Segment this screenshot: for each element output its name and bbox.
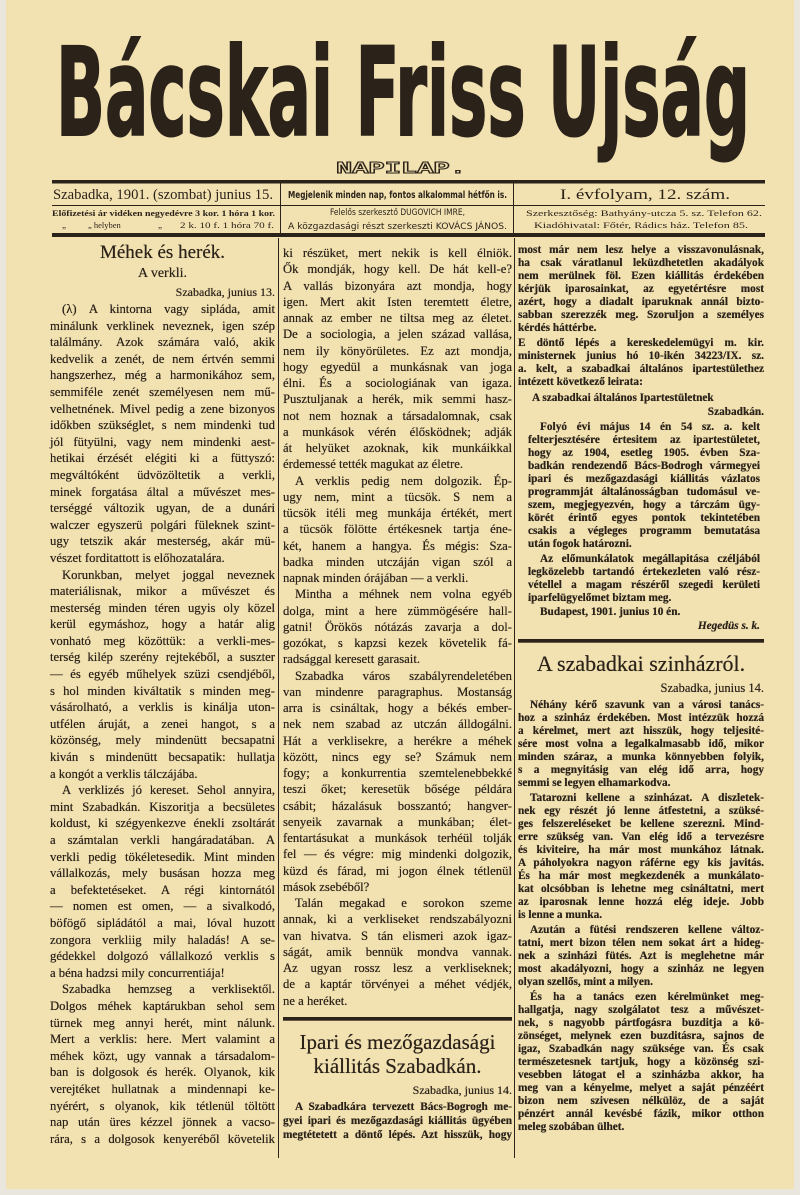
- text-line: kérdés háttérbe.: [518, 322, 597, 334]
- text-line: gyei ipari és mezőgazdasági kiállitás ügyében: [283, 1114, 512, 1127]
- text-line: megváltóként üdvözöltetik a verkli,: [50, 467, 275, 482]
- text-line: hetikai érzését elégiti ki a füttyszó:: [50, 451, 275, 466]
- text-line: hogy az 1904, esetleg 1905. évben Sza-: [528, 447, 760, 459]
- text-line: Folyó évi május 14 én 54 sz. a. kelt: [540, 421, 760, 433]
- subscription-price: Előfizetési ár vidéken negyedévre 3 kor. 1 hóra 1 kor.: [52, 208, 275, 218]
- article-title: A szabadkai szinházról.: [536, 651, 746, 676]
- publication-frequency: Megjelenik minden nap, fontos alkalommal hétfőn is.: [288, 190, 589, 201]
- text-line: De a sociologia, a jelen század vallása,: [283, 327, 512, 342]
- text-line: kat olcsóbban is lehetne meg csináltatni, mert: [518, 883, 764, 895]
- text-line: fel — és végre: mig mindenki dolgozik,: [283, 847, 512, 862]
- newspaper-subtitle: NAPILAP.: [336, 160, 466, 179]
- text-line: azért, hogy a diadalt iparuknak annál bizto-: [518, 296, 764, 308]
- text-line: kerül egymáshoz, hogy a határ alig: [50, 617, 275, 632]
- article-title: Ipari és mezőgazdasági: [299, 1029, 496, 1054]
- text-line: jól fütyülni, vagy nem mindenki aest-: [50, 434, 275, 449]
- text-line: szem, megjegyezvén, hogy a tárczám ügy-: [528, 499, 760, 511]
- text-line: két, hanem a hangya. És mégis: Sza-: [283, 538, 512, 553]
- letter-body: [518, 421, 764, 605]
- text-line: is lenne a munka.: [518, 909, 603, 921]
- text-line: vesebben látogat el a szinházba akkor, ha: [518, 1069, 764, 1081]
- text-line: A verklizés jó kereset. Sehol annyira,: [62, 783, 275, 798]
- text-line: meg van a kényelme, melyet a saját pénzéért: [518, 1082, 764, 1094]
- text-line: not nem hoznak a társadalomnak, csak: [283, 408, 512, 423]
- text-line: ministernek junius hó 10-ikén 34223/IX. sz.: [518, 350, 764, 362]
- text-line: minek forgatása által a művészet mes-: [50, 484, 275, 499]
- text-line: ki részüket, mert nekik is kell élniök.: [283, 246, 512, 260]
- text-line: minden száraz, a munka könnyebben folyik,: [518, 751, 764, 763]
- text-line: ban is dolgosok és herék. Olyanok, kik: [50, 1065, 275, 1080]
- article-title: kiállitás Szabadkán.: [313, 1053, 482, 1078]
- text-line: badka minden utczáján vigan szól a: [283, 554, 512, 569]
- text-line: ha csak váratlanul leküzdhetetlen akadályok: [518, 257, 764, 269]
- article-body: [283, 1100, 512, 1142]
- text-line: velhetnének. Mivel pedig a zene bizonyos: [50, 401, 275, 416]
- text-line: s hol minden kiváltatik s minden meg-: [50, 683, 275, 698]
- text-line: gozókat, s kapzsi kezek követelik fá-: [283, 636, 512, 650]
- editor-in-chief: Felelős szerkesztő DUGOVICH IMRE,: [330, 208, 465, 218]
- text-line: hangszerhez, még a harmonikához sem,: [50, 368, 275, 383]
- text-line: walczer egyszerü polgári füleknek szint-: [50, 517, 275, 532]
- paragraph: [518, 792, 764, 922]
- text-line: verkli pedig tökéletesedik. Mint minden: [50, 849, 275, 864]
- text-line: annak az ember ne tiltsa meg az életet.: [283, 311, 512, 325]
- text-line: A vallás bizonyára azt mondja, hogy: [283, 278, 512, 293]
- volume-number: I. évfolyam, 12. szám.: [560, 187, 730, 203]
- text-line: A verklis pedig nem dolgozik. Ép-: [295, 473, 512, 488]
- article-title: Méhek és herék.: [99, 242, 226, 263]
- text-line: dolga, mint a here zümmögésére hall-: [283, 603, 512, 618]
- text-line: Ők mondják, hogy kell. De hát kell-e?: [283, 262, 512, 277]
- header-bottom-rule: [52, 233, 765, 237]
- text-line: olyan szellős, mint a milyen.: [518, 976, 653, 988]
- text-line: erre szükség van. Van elég idő a tervezésre: [518, 831, 764, 843]
- text-line: fogy; a konkurrentia szemtelenebbekké: [283, 766, 512, 780]
- article-dateline: Szabadka, junius 14.: [412, 1082, 512, 1097]
- text-line: Az előmunkálatok megállapitása czéljából: [540, 553, 760, 565]
- text-line: gédekkel dolgozó vállalkozó verklis s: [50, 949, 275, 964]
- text-line: zongora verkliig mily haladás! A se-: [50, 932, 275, 947]
- publishing-office: Kiadóhivatal: Főtér, Rádics ház. Telefon 85.: [534, 220, 748, 230]
- column-2: [283, 245, 512, 1142]
- text-line: legközelebb tartandó értekezleten való rész-: [528, 566, 760, 578]
- text-line: találmány. Azok számára való, akik: [50, 335, 275, 350]
- paragraph: [283, 895, 512, 1009]
- text-line: méhek közt, ugy vannak a társadalom-: [50, 1048, 275, 1063]
- text-line: — és egyéb műhelyek szüzi csendjéből,: [50, 667, 275, 682]
- text-line: Szabadka város szabályrendeletében: [295, 668, 512, 683]
- header-top-rule: [52, 180, 765, 184]
- text-line: terséggé változik ugyan, de a dunári: [50, 501, 275, 516]
- column-3: [518, 244, 764, 1134]
- paragraph: [518, 699, 764, 790]
- header-divider: [513, 183, 514, 233]
- text-line: ugy tetszik akár mesterség, akár mü-: [50, 534, 275, 549]
- text-line: sabban szerezzék meg. Szoruljon a személyes: [518, 309, 764, 321]
- text-line: — nomen est omen, — a sivalkodó,: [50, 899, 275, 914]
- article-dateline: Szabadka, junius 14.: [660, 681, 764, 695]
- text-line: utfélen áruját, a zenei hangot, s a: [50, 716, 275, 731]
- paragraph: [518, 337, 764, 389]
- official-letter: [518, 391, 764, 633]
- text-line: időkben szükséglet, s nem mindenki tud: [50, 418, 275, 433]
- text-line: nem ily könyörületes. Ez azt mondja,: [283, 343, 512, 358]
- text-line: vonható meg közöttük: a verkli-mes-: [50, 633, 275, 648]
- article-separator: [283, 1017, 512, 1021]
- text-line: nem merülnek föl. Ezen kiállitás érdekében: [518, 270, 764, 282]
- paragraph: [50, 782, 275, 981]
- text-line: kiván s mindenütt becsapatik: hullatja: [50, 750, 275, 765]
- text-line: Tatarozni kellene a szinházat. A diszletek-: [530, 792, 764, 804]
- text-line: a tücsök fölötte értékesnek tartja éne-: [283, 522, 512, 537]
- masthead: [0, 0, 800, 245]
- text-line: verejtéket hullatnak a mindennapi ke-: [50, 1081, 275, 1096]
- text-line: semmi se legyen elhamarkodva.: [518, 777, 671, 789]
- paragraph: [528, 421, 760, 551]
- text-line: És ha már most megkezdenék a munkálato-: [518, 870, 764, 882]
- text-line: A páholyokra nagyon ráférne egy kis javitás.: [518, 857, 764, 869]
- text-line: nyérért, s olyanok, kik tétlenül töltött: [50, 1098, 275, 1113]
- text-line: vállalkozás, mely busásan hozza meg: [50, 866, 275, 881]
- text-line: s a megnyitásig van elég idő arra, hogy: [518, 764, 764, 776]
- column-1: [50, 242, 275, 1147]
- text-line: közönség, mely mindenütt becsapatni: [50, 733, 275, 748]
- text-line: meleg szobában ülhet.: [518, 1121, 625, 1133]
- text-line: radsággal keresett garasait.: [283, 652, 421, 667]
- text-line: a kérelmet, mert azt hisszük, hogy teljesité-: [518, 725, 764, 737]
- text-line: az iparosnak lenne hozzá elég ideje. Jobb: [518, 896, 764, 908]
- text-line: arra is csináltak, hogy a békés ember-: [283, 701, 512, 715]
- article-separator: [518, 639, 764, 643]
- paragraph: [518, 924, 764, 989]
- paragraph: [283, 245, 512, 473]
- text-line: iparfelügyelőmet biztam meg.: [528, 592, 672, 604]
- text-line: rára, s a dolgosok kenyeréből követelik: [50, 1131, 275, 1146]
- text-line: mások zsebéből?: [283, 879, 370, 894]
- article-body: [518, 699, 764, 1134]
- text-line: intézett következő leirata:: [518, 376, 643, 388]
- text-line: felterjesztésére értesitem az ipartestületet,: [528, 434, 760, 446]
- text-line: pénzért annál kevésbé fázik, mikor otthon: [518, 1108, 764, 1120]
- article-body: [518, 244, 764, 389]
- text-line: ne a heréket.: [283, 993, 348, 1008]
- text-line: Korunkban, melyet joggal neveznek: [62, 567, 275, 582]
- paragraph: [283, 668, 512, 896]
- text-line: hallgatja, nagy szolgálatot tesz a művészet-: [518, 1004, 764, 1016]
- text-line: napnak minden órájában — a verkli.: [283, 571, 469, 585]
- text-line: nek egy részét jó lenne átfestetni, a szüksé-: [518, 805, 764, 817]
- letter-addressee: A szabadkai általános Ipartestületnek: [532, 392, 714, 404]
- text-line: után fogok határozni.: [528, 538, 632, 550]
- text-line: nap után üres kézzel jönnek a vacso-: [50, 1115, 275, 1130]
- text-line: a számtalan verkli hangáradatában. A: [50, 833, 275, 847]
- letter-signature: Hegedüs s. k.: [697, 620, 760, 632]
- text-line: hogy egyedül a munkásnak van joga: [283, 359, 512, 374]
- text-line: hoz a szinház érdekében. Most intézzük hozzá: [518, 712, 764, 724]
- text-line: vészet forditattott is előhozatalára.: [50, 550, 225, 565]
- paragraph: [283, 1100, 512, 1142]
- newspaper-title: Bácskai Friss Ujság: [56, 22, 750, 164]
- subscription-local-label: „ helyben: [88, 220, 121, 230]
- text-line: Mert a verklis: here. Mert valamint a: [50, 1032, 275, 1047]
- text-line: bizon nem szivesen nélkülöz, de a saját: [518, 1095, 764, 1107]
- text-line: nek a szinházi fütés. Azt is meglehetne már: [518, 950, 764, 962]
- text-line: élni. És a sociologiának van igaza.: [283, 376, 512, 390]
- text-line: át helyüket azoknak, kik munkáikkal: [283, 441, 512, 455]
- text-line: nek nem szabad az utczán álldogálni.: [283, 717, 512, 732]
- text-line: természetesnek tartjuk, hogy a közönség szi-: [518, 1056, 764, 1068]
- text-line: E döntő lépés a kereskedelemügyi m. kir.: [518, 337, 764, 349]
- text-line: ugy nem, mint a tücsök. S nem a: [283, 489, 512, 504]
- text-line: zönséget, melynek ezen buzditásra, sajnos de: [518, 1030, 764, 1042]
- text-line: a kongót a verklis tálczájába.: [50, 766, 198, 781]
- text-line: Néhány kérő szavunk van a városi tanács-: [530, 699, 764, 711]
- text-line: de a kaptár törvényei a méhet védjék,: [283, 977, 512, 992]
- text-line: A Szabadkára tervezett Bács-Bogrogh me-: [295, 1100, 512, 1113]
- text-line: fentartásukat a munkások terhéül tolják: [283, 831, 512, 845]
- paragraph: [283, 473, 512, 587]
- text-line: most akadályozni, hogy a szinház ne legyen: [518, 963, 764, 975]
- text-line: és kiviteire, ha már most munkához látnak.: [518, 844, 764, 856]
- text-line: most már nem lesz helye a visszavonulásnak,: [518, 244, 764, 256]
- article-body: [283, 245, 512, 1009]
- text-line: a béna hadzsi mily concurrentiája!: [50, 965, 225, 980]
- text-line: ságát, amik bennük mondva vannak.: [283, 944, 512, 959]
- text-line: között, nincs egy se? Számuk nem: [283, 749, 512, 764]
- text-line: nek, s nagyobb pártfogásra buzditja a kö-: [518, 1017, 764, 1029]
- text-line: küzd és fárad, mi jogon élnek tétlenül: [283, 863, 512, 878]
- letter-place: Szabadkán.: [707, 406, 764, 418]
- text-line: böfögő sipládától a mai, lóval huzott: [50, 915, 275, 930]
- text-line: igaz, Szabadkán nagy szüksége van. És csak: [518, 1043, 764, 1055]
- text-line: a. kelt, a szabadkai általános ipartestülethez: [518, 363, 764, 375]
- text-line: van mindenre paragraphus. Mostanság: [283, 684, 512, 699]
- paragraph: [50, 981, 275, 1147]
- text-line: Azután a fütési rendszeren kellene változ-: [530, 924, 764, 936]
- text-line: És ha a tanács ezen kérelmünket meg-: [530, 991, 764, 1003]
- article-subtitle: A verkli.: [138, 266, 187, 281]
- text-line: mint Szabadkán. Kiszoritja a becsületes: [50, 799, 275, 814]
- subscription-ditto: „: [62, 220, 66, 230]
- text-line: teszi őket; keresetük bősége példára: [283, 782, 512, 797]
- text-line: a befektetéseket. A régi kintornától: [50, 882, 275, 897]
- text-line: türnek meg annyi herét, mint nálunk.: [50, 1015, 275, 1030]
- text-line: ipari és mezőgazdasági kiállitás vázlatos: [528, 473, 760, 485]
- subscription-ditto: „: [158, 220, 162, 230]
- article-body: [50, 301, 275, 1147]
- text-line: materiálisnak, mikor a művészet és: [50, 584, 275, 599]
- text-line: Dolgos méhek kaptárukban sehol sem: [50, 998, 275, 1013]
- text-line: annak, ki a verkliseket rendszabályozni: [283, 912, 512, 927]
- text-line: programmját általánosságban tudomásul ve-: [528, 486, 760, 498]
- subscription-local-price: 2 k. 10 f. 1 hóra 70 f.: [180, 220, 274, 230]
- text-line: tatni, mert bizon télen nem sokat árt a hideg-: [518, 937, 764, 949]
- editorial-office: Szerkesztőség: Bathyány-utcza 5. sz. Telefon 62.: [526, 208, 762, 218]
- text-line: kérjük iparosainkat, az egyetértésre most: [518, 283, 764, 295]
- text-line: Hát a verklisekre, a herékre a méhek: [283, 733, 512, 748]
- text-line: badkán rendezendő Bács-Bodrogh vármegyei: [528, 460, 760, 472]
- paragraph: [50, 567, 275, 783]
- paragraph: [283, 586, 512, 667]
- issue-date: Szabadka, 1901. (szombat) junius 15.: [53, 187, 273, 203]
- text-line: (λ) A kintorna vagy sipláda, amit: [62, 302, 275, 316]
- text-line: senyeik zavarnak a munkában; élet-: [283, 814, 512, 829]
- text-line: érdemessé tették magukat az életre.: [283, 457, 463, 472]
- text-line: tücsök itéli meg munkája értékét, mert: [283, 506, 512, 520]
- text-line: Pusztuljanak a herék, mik semmi hasz-: [283, 392, 512, 407]
- text-line: vétellel a magam részéről szegedi kerületi: [528, 579, 760, 591]
- text-line: terség kilép szerény rejtekéből, a suszter: [50, 650, 275, 665]
- text-line: a munkások vérén élősködnek; adják: [283, 424, 512, 439]
- text-line: csábit; házalásuk bosszantó; hangver-: [283, 798, 512, 813]
- text-line: csakis a végleges programm bemutatása: [528, 525, 760, 537]
- paragraph: [528, 553, 760, 605]
- text-line: kedvelik a zenét, de nem értvén semmi: [50, 351, 275, 366]
- text-line: gatni! Örökös nótázás zavarja a dol-: [283, 619, 512, 634]
- text-line: ges felszereléseket be kellene szerezni. Mind-: [518, 818, 764, 830]
- text-line: sére most volna a legalkalmasabb idő, mikor: [518, 738, 764, 750]
- text-line: körét érintő egyes pontok tekintetében: [528, 512, 760, 524]
- text-line: semmiféle zenét személyesen nem mű-: [50, 384, 275, 399]
- text-line: igen. Mert akit Isten teremtett életre,: [283, 294, 512, 309]
- paragraph: [518, 244, 764, 335]
- text-line: vásárolható, a verklis is kinálja uton-: [50, 700, 275, 715]
- column-divider: [514, 238, 515, 1158]
- text-line: van hivatva. S tán elismeri azok igaz-: [283, 928, 512, 943]
- text-line: Szabadka hemzseg a verklisektől.: [62, 982, 275, 997]
- header-divider: [280, 183, 281, 233]
- text-line: koldust, ki szégyenkezve énekli zsoltárát: [50, 816, 275, 831]
- header-mid-rule: [52, 205, 765, 206]
- text-line: minálunk verklinek neveznek, igen szép: [50, 318, 275, 333]
- paragraph: [518, 991, 764, 1134]
- column-divider: [278, 238, 279, 1158]
- text-line: Az ugyan rossz lesz a verkliseknek;: [283, 961, 512, 975]
- letter-date: Budapest, 1901. junius 10 én.: [540, 606, 681, 618]
- article-dateline: Szabadka, junius 13.: [175, 285, 275, 299]
- text-line: megtétetett a döntő lépés. Azt hisszük, hogy: [283, 1128, 512, 1141]
- text-line: Talán megakad e sorokon szeme: [295, 896, 512, 910]
- paragraph: [50, 301, 275, 567]
- text-line: Mintha a méhnek nem volna egyéb: [295, 587, 512, 602]
- economic-editor: A közgazdasági részt szerkeszti KOVÁCS JÁNOS.: [288, 222, 503, 232]
- text-line: mesterség minden téren ugyis oly közel: [50, 600, 275, 615]
